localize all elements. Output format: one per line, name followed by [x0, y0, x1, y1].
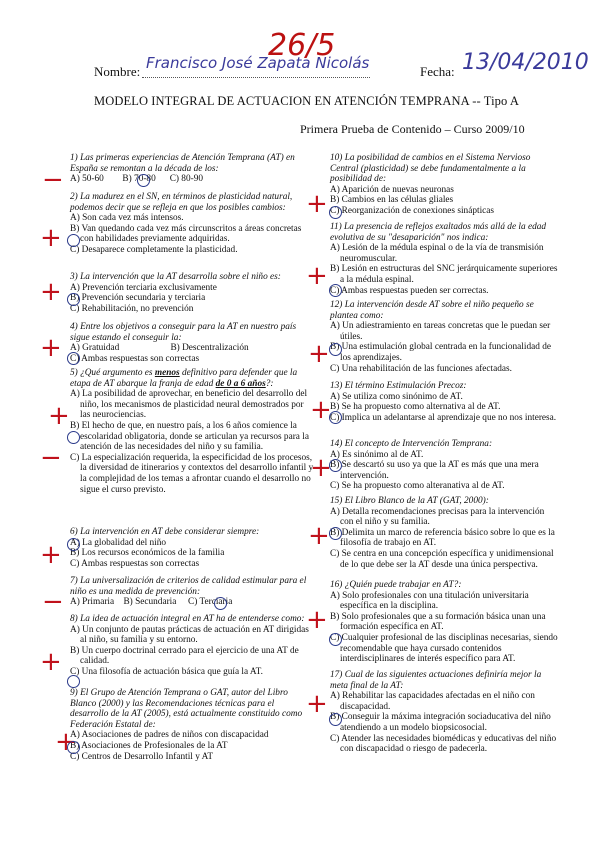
- question-stem: 2) La madurez en el SN, en términos de plasticidad natural, podemos decir que se refleja en que los posibles cambios:: [70, 192, 293, 213]
- answer-circle-q12: [329, 343, 342, 356]
- option-b: B) Descentralización: [170, 343, 249, 354]
- name-value: Francisco José Zapata Nicolás: [146, 54, 370, 72]
- answer-circle-q14: [329, 459, 342, 472]
- grade-mark-q7: −: [42, 587, 64, 617]
- option-b: B) Se descartó su uso ya que la AT es más que una mera intervención.: [330, 460, 539, 481]
- question-stem: 5) ¿Qué argumento es: [70, 368, 155, 378]
- option-b: B) Un cuerpo doctrinal cerrado para el ejercicio de una AT de calidad.: [70, 645, 299, 667]
- grade-mark-q11: +: [306, 261, 328, 291]
- option-c: C) Desaparece completamente la plasticidad.: [70, 244, 238, 255]
- question-2: [70, 192, 314, 256]
- question-1: [70, 153, 314, 185]
- answer-circle-q16: [329, 633, 342, 646]
- question-stem: 10) La posibilidad de cambios en el Sistema Nervioso Central (plasticidad) se debe fundamentalmente a la posibilidad de:: [330, 153, 531, 185]
- option-b: B) Asociaciones de Profesionales de la AT: [70, 740, 228, 751]
- option-c: C) 80-90: [169, 174, 203, 185]
- option-a: A) Primaria: [70, 597, 115, 608]
- grade-mark-q3: +: [40, 277, 62, 307]
- option-b: B) Secundaria: [123, 597, 177, 608]
- option-a: A) Prevención terciaria exclusivamente: [70, 282, 217, 293]
- option-b: B) 70-80: [122, 174, 156, 185]
- answer-circle-q1: [137, 174, 150, 187]
- option-a: A) Lesión de la médula espinal o de la vía de transmisión neuromuscular.: [330, 243, 544, 264]
- score-mark: 26/5: [268, 28, 336, 63]
- option-a: A) Asociaciones de padres de niños con discapacidad: [70, 730, 269, 741]
- date-value: 13/04/2010: [462, 50, 589, 75]
- question-14: [330, 439, 558, 492]
- option-a: A) Rehabilitar las capacidades afectadas en el niño con discapacidad.: [330, 691, 535, 712]
- option-a: A) Detalla recomendaciones precisas para la intervención con el niño y su familia.: [330, 506, 545, 528]
- option-c: C) Se centra en una concepción específica y unidimensional de lo que debe ser la AT desde una única perspectiva.: [330, 548, 554, 570]
- question-stem: 17) Cual de las siguientes actuaciones definiría mejor la meta final de la AT:: [330, 670, 542, 691]
- answer-circle-q2: [67, 234, 80, 247]
- option-b: B) Van quedando cada vez más circunscritos a áreas concretas con habilidades previamente adquiridas.: [70, 223, 302, 245]
- answer-circle-q7: [214, 597, 227, 610]
- question-7: [70, 576, 314, 608]
- option-b: B) Solo profesionales que a su formación básica unan una formación específica en AT.: [330, 611, 546, 633]
- option-c: C) Rehabilitación, no prevención: [70, 303, 194, 314]
- option-b: B) Lesión en estructuras del SNC jerárquicamente superiores a la médula espinal.: [330, 264, 558, 285]
- question-stem-mid: definitivo para defender que la etapa de AT abarque la franja de edad: [70, 368, 298, 389]
- answer-circle-q8: [67, 675, 80, 688]
- exam-title: MODELO INTEGRAL DE ACTUACION EN ATENCIÓN TEMPRANA -- Tipo A: [94, 94, 520, 108]
- option-c: C) Atender las necesidades biomédicas y educativas del niño con discapacidad o riesgo de padecerla.: [330, 733, 557, 755]
- option-b: B) El hecho de que, en nuestro país, a los 6 años comience la escolaridad obligatoria, donde se articulan ya recursos para la atención de las necesidades del niño y su familia.: [70, 420, 309, 453]
- option-b: B) Delimita un marco de referencia básico sobre lo que es la filosofía de trabajo en AT.: [330, 527, 555, 549]
- grade-mark-q13: +: [310, 395, 332, 425]
- question-9: [70, 688, 314, 762]
- question-stem: 4) Entre los objetivos a conseguir para la AT en nuestro país sigue estando el conseguir la:: [70, 322, 297, 343]
- option-b: B) Conseguir la máxima integración sociaducativa del niño atendiendo a un modelo biopsicosocial.: [330, 712, 551, 733]
- question-5: [70, 368, 314, 495]
- option-b: B) Se ha propuesto como alternativa al de AT.: [330, 402, 501, 413]
- option-a: A) Es sinónimo al de AT.: [330, 449, 424, 460]
- grade-mark-q10: +: [306, 189, 328, 219]
- grade-mark-q16: +: [306, 605, 328, 635]
- grade-mark-q5: −: [40, 443, 62, 473]
- option-c: C) Centros de Desarrollo Infantil y AT: [70, 751, 214, 762]
- answer-circle-q11: [329, 284, 342, 297]
- question-stem: 9) El Grupo de Atención Temprana o GAT, autor del Libro Blanco (2000) y las Recomendaciones técnicas para el desarrollo de la AT (2005), está actualmente constituido como Federación Estatal de:: [70, 688, 303, 730]
- question-stem: 3) La intervención que la AT desarrolla sobre el niño es:: [70, 272, 281, 282]
- option-c: C) Ambas respuestas son correctas: [70, 353, 200, 364]
- grade-mark-q1: −: [42, 165, 64, 195]
- option-c: C) Implica un adelantarse al aprendizaje que no nos interesa.: [330, 412, 557, 423]
- grade-mark-q4: +: [40, 333, 62, 363]
- exam-subtitle: Primera Prueba de Contenido – Curso 2009/10: [300, 122, 525, 136]
- answer-circle-q17: [329, 713, 342, 726]
- grade-mark-q14: +: [310, 453, 332, 483]
- question-6: [70, 527, 314, 569]
- option-b: B) Cambios en las células gliales: [330, 195, 454, 206]
- option-a: A) Solo profesionales con una titulación universitaria específica en la disciplina.: [330, 590, 529, 612]
- question-16: [330, 580, 558, 665]
- name-line: [142, 77, 370, 78]
- grade-mark-q6: +: [40, 540, 62, 570]
- answer-circle-q6: [67, 538, 80, 551]
- question-stem: 14) El concepto de Intervención Temprana:: [330, 439, 493, 449]
- question-8: [70, 614, 314, 678]
- option-c: C) Ambas respuestas son correctas: [70, 558, 200, 569]
- option-a: A) La globalidad del niño: [70, 537, 167, 548]
- option-a: A) Un adiestramiento en tareas concretas que le puedan ser útiles.: [330, 321, 551, 342]
- option-b: B) Los recursos económicos de la familia: [70, 548, 225, 559]
- answer-circle-q5: [67, 431, 80, 444]
- option-c: C) La especialización requerida, la especificidad de los procesos, la diversidad de itinerarios y contextos del desarrollo infantil y la complejidad de los temas a afrontar cuando el desarrollo no sigue el curso previsto.: [70, 452, 314, 495]
- grade-mark-q17: +: [306, 689, 328, 719]
- answer-circle-q9: [67, 741, 80, 754]
- option-a: A) Se utiliza como sinónimo de AT.: [330, 391, 463, 402]
- question-stem: 12) La intervención desde AT sobre el niño pequeño se plantea como:: [330, 300, 534, 321]
- emphasis-menos: menos: [154, 368, 180, 378]
- option-c: C) Reorganización de conexiones sinápticas: [330, 205, 495, 216]
- question-stem-end: ?:: [265, 378, 274, 389]
- question-stem: 15) El Libro Blanco de la AT (GAT, 2000):: [330, 496, 489, 506]
- question-17: [330, 670, 558, 755]
- question-stem: 11) La presencia de reflejos exaltados más allá de la edad evolutiva de su "desaparición" nos indica:: [330, 222, 547, 243]
- question-stem: 7) La universalización de criterios de calidad estimular para el niño es una medida de prevención:: [70, 576, 307, 597]
- question-15: [330, 496, 558, 570]
- answer-circle-q13: [329, 411, 342, 424]
- grade-mark-q8: +: [40, 647, 62, 677]
- question-stem: 6) La intervención en AT debe considerar siempre:: [70, 527, 260, 537]
- grade-mark-q2: +: [40, 223, 62, 253]
- name-label: Nombre:: [94, 64, 141, 79]
- grade-mark-q12: +: [308, 339, 330, 369]
- question-11: [330, 222, 558, 296]
- option-a: A) La posibilidad de aprovechar, en beneficio del desarrollo del niño, los mecanismos de plasticidad neural demostrados por las neurociencias.: [70, 389, 308, 421]
- option-c: C) Cualquier profesional de las disciplinas necesarias, siendo recomendable que haya cursado contenidos interdisciplinares de interés específico para AT.: [330, 632, 558, 665]
- option-b: B) Prevención secundaria y terciaria: [70, 293, 206, 304]
- answer-circle-q15: [329, 527, 342, 540]
- question-stem: 16) ¿Quién puede trabajar en AT?:: [330, 580, 462, 590]
- question-stem: 8) La idea de actuación integral en AT ha de entenderse como:: [70, 614, 305, 624]
- option-c: C) Ambas respuestas pueden ser correctas.: [330, 285, 489, 296]
- question-12: [330, 300, 558, 374]
- option-c: C) Terciaria: [188, 597, 233, 608]
- emphasis-age-range: de 0 a 6 años: [215, 378, 266, 389]
- option-a: A) 50-60: [70, 174, 104, 185]
- grade-mark-q9: +: [55, 727, 77, 757]
- option-c: C) Una rehabilitación de las funciones afectadas.: [330, 363, 512, 374]
- option-c: C) Una filosofía de actuación básica que guía la AT.: [70, 666, 263, 677]
- option-a: A) Aparición de nuevas neuronas: [330, 184, 454, 195]
- option-a: A) Un conjunto de pautas prácticas de actuación en AT dirigidas al niño, su familia y su entorno.: [70, 624, 309, 646]
- question-stem: 1) Las primeras experiencias de Atención Temprana (AT) en España se remontan a la década de los:: [70, 153, 295, 174]
- date-label: Fecha:: [420, 64, 455, 79]
- option-c: C) Se ha propuesto como alteranativa al de AT.: [330, 481, 505, 492]
- answer-circle-q3: [67, 293, 80, 306]
- question-stem: 13) El término Estimulación Precoz:: [330, 381, 467, 391]
- answer-circle-q10: [329, 206, 342, 219]
- answer-circle-q4: [67, 352, 80, 365]
- grade-mark-q5-extra: +: [48, 401, 70, 431]
- question-13: [330, 381, 558, 423]
- question-4: [70, 322, 314, 364]
- grade-mark-q15: +: [308, 521, 330, 551]
- question-10: [330, 153, 558, 217]
- option-b: B) Una estimulación global centrada en la funcionalidad de los aprendizajes.: [330, 342, 551, 363]
- option-a: A) Gratuidad: [70, 343, 120, 354]
- question-3: [70, 272, 314, 314]
- option-a: A) Son cada vez más intensos.: [70, 213, 184, 224]
